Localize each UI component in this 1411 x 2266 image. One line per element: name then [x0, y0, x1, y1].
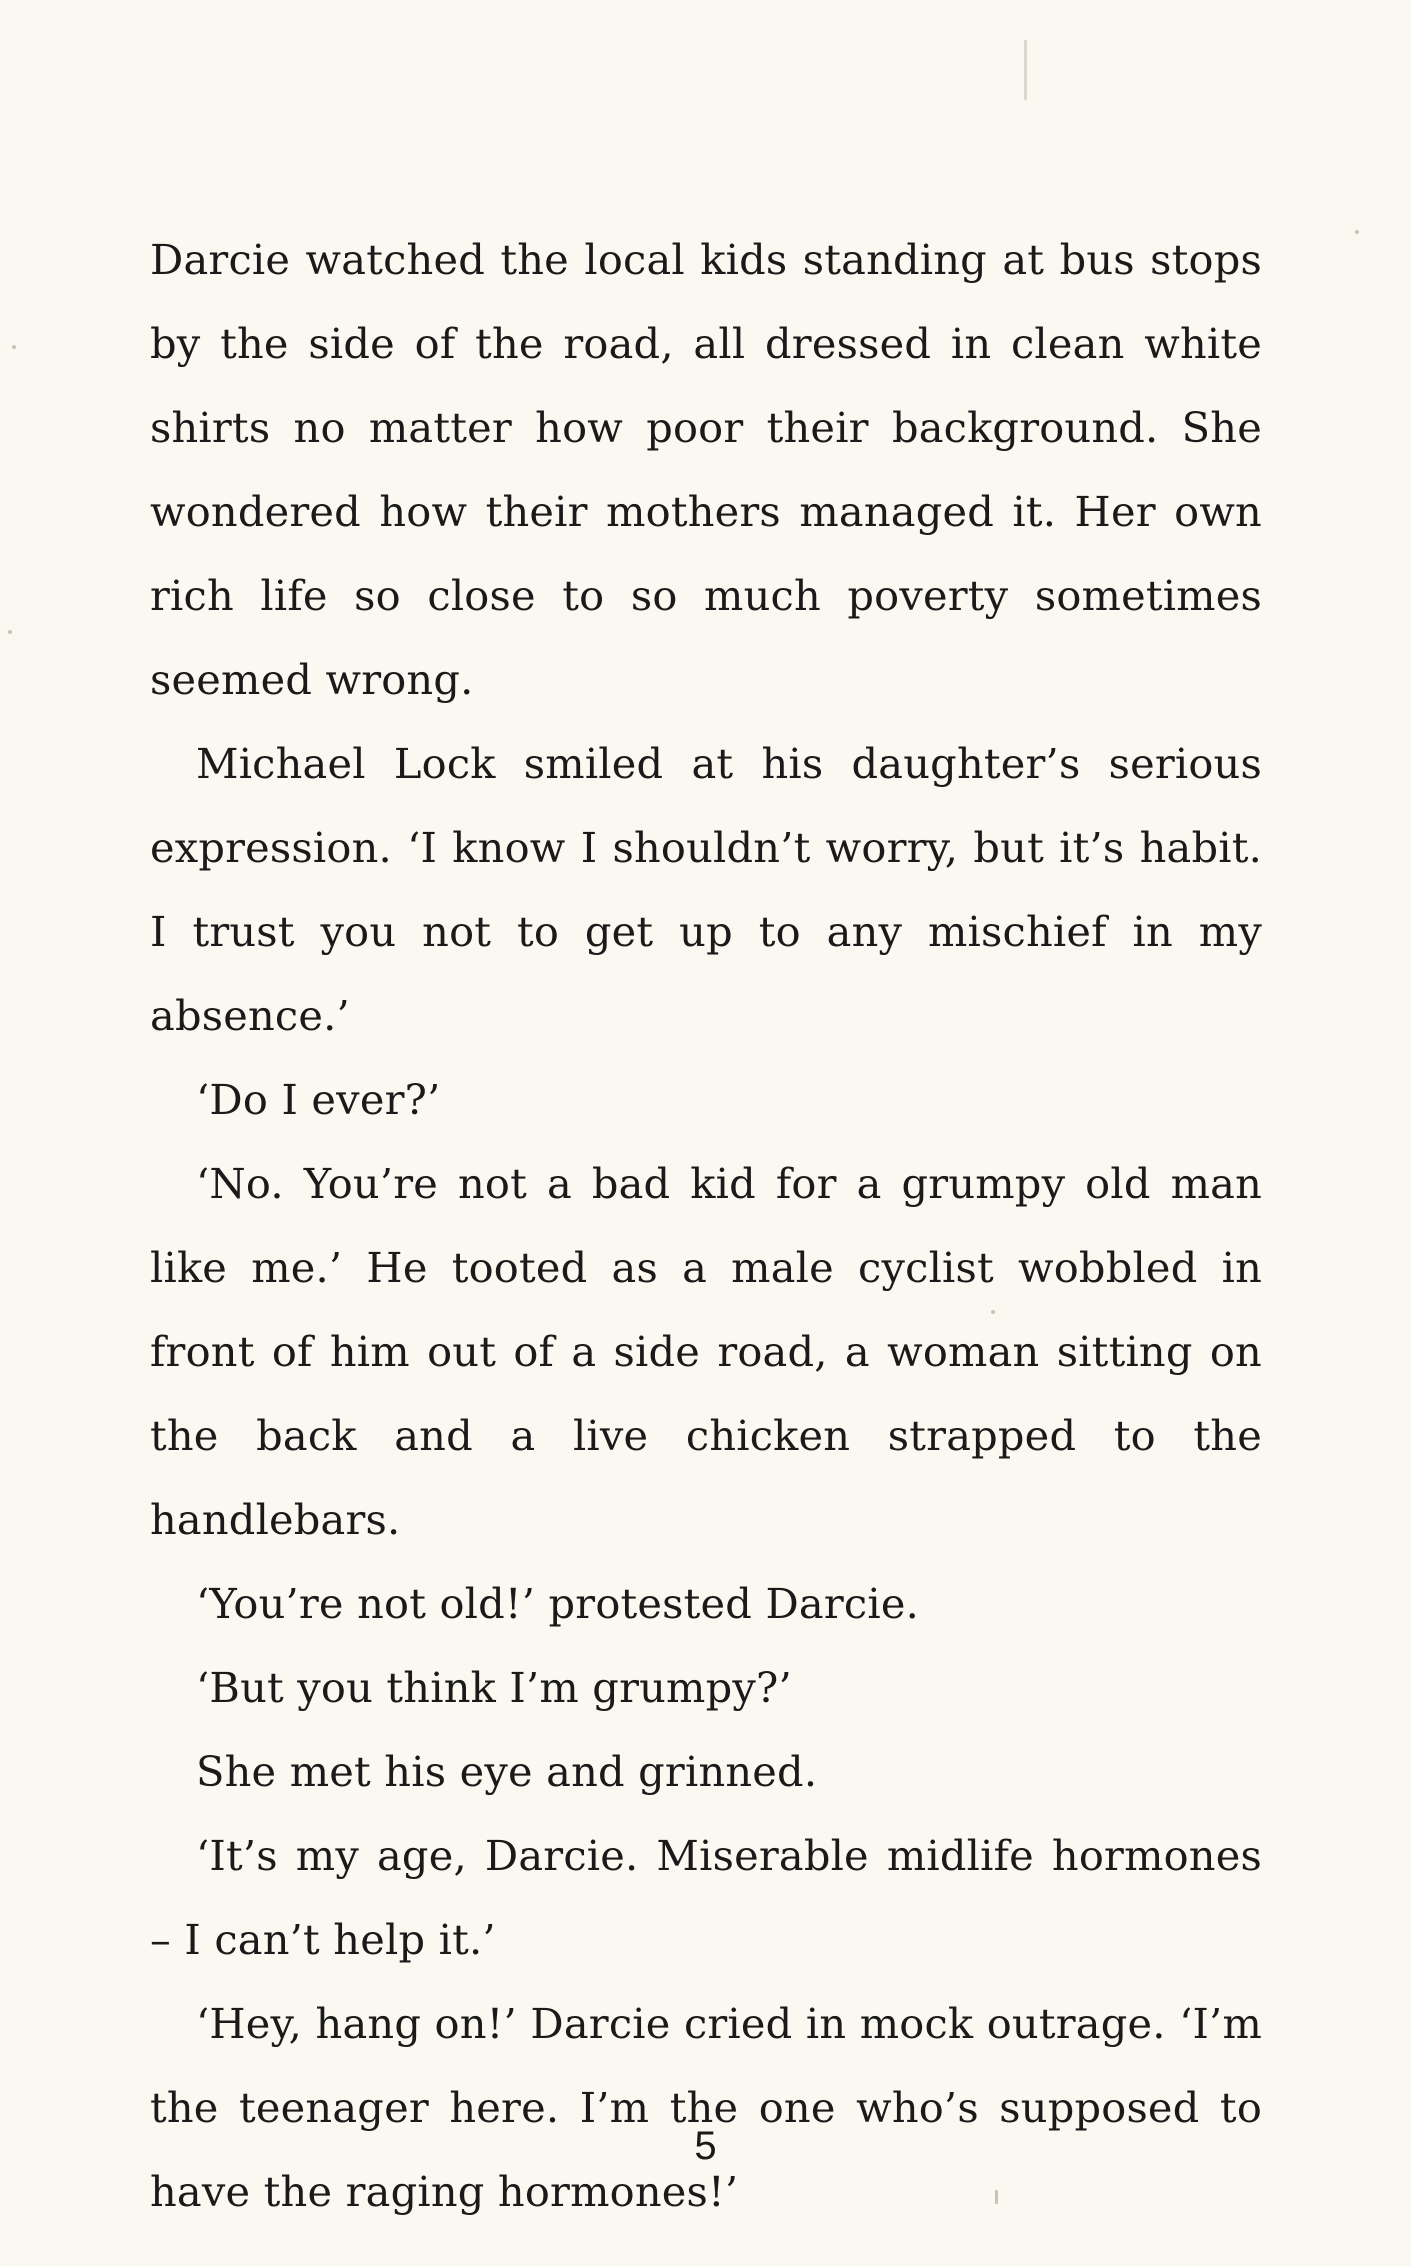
paragraph: ‘Do I ever?’	[196, 1075, 441, 1124]
paragraph: Darcie watched the local kids standing at bus stops by the side of the road, all dressed in clean white shirts no matter how poor their background. She wondered how their mothers managed it. Her own rich life so close to so much poverty sometimes seemed wrong.	[150, 235, 1262, 704]
paragraph: ‘But you think I’m grumpy?’	[196, 1663, 792, 1712]
page-number: 5	[694, 2124, 717, 2168]
body-text	[150, 218, 1262, 2234]
paragraph: ‘You’re not old!’ protested Darcie.	[196, 1579, 919, 1628]
paragraph: ‘It’s my age, Darcie. Miserable midlife hormones – I can’t help it.’	[150, 1831, 1262, 1964]
paragraph: Michael Lock smiled at his daughter’s serious expression. ‘I know I shouldn’t worry, but it’s habit. I trust you not to get up to any mischief in my absence.’	[150, 739, 1262, 1040]
paragraph: ‘No. You’re not a bad kid for a grumpy old man like me.’ He tooted as a male cyclist wobbled in front of him out of a side road, a woman sitting on the back and a live chicken strapped to the handlebars.	[150, 1159, 1262, 1544]
paragraph: ‘Hey, hang on!’ Darcie cried in mock outrage. ‘I’m the teenager here. I’m the one who’s supposed to have the raging hormones!’	[150, 1999, 1262, 2216]
paragraph: She met his eye and grinned.	[196, 1747, 818, 1796]
